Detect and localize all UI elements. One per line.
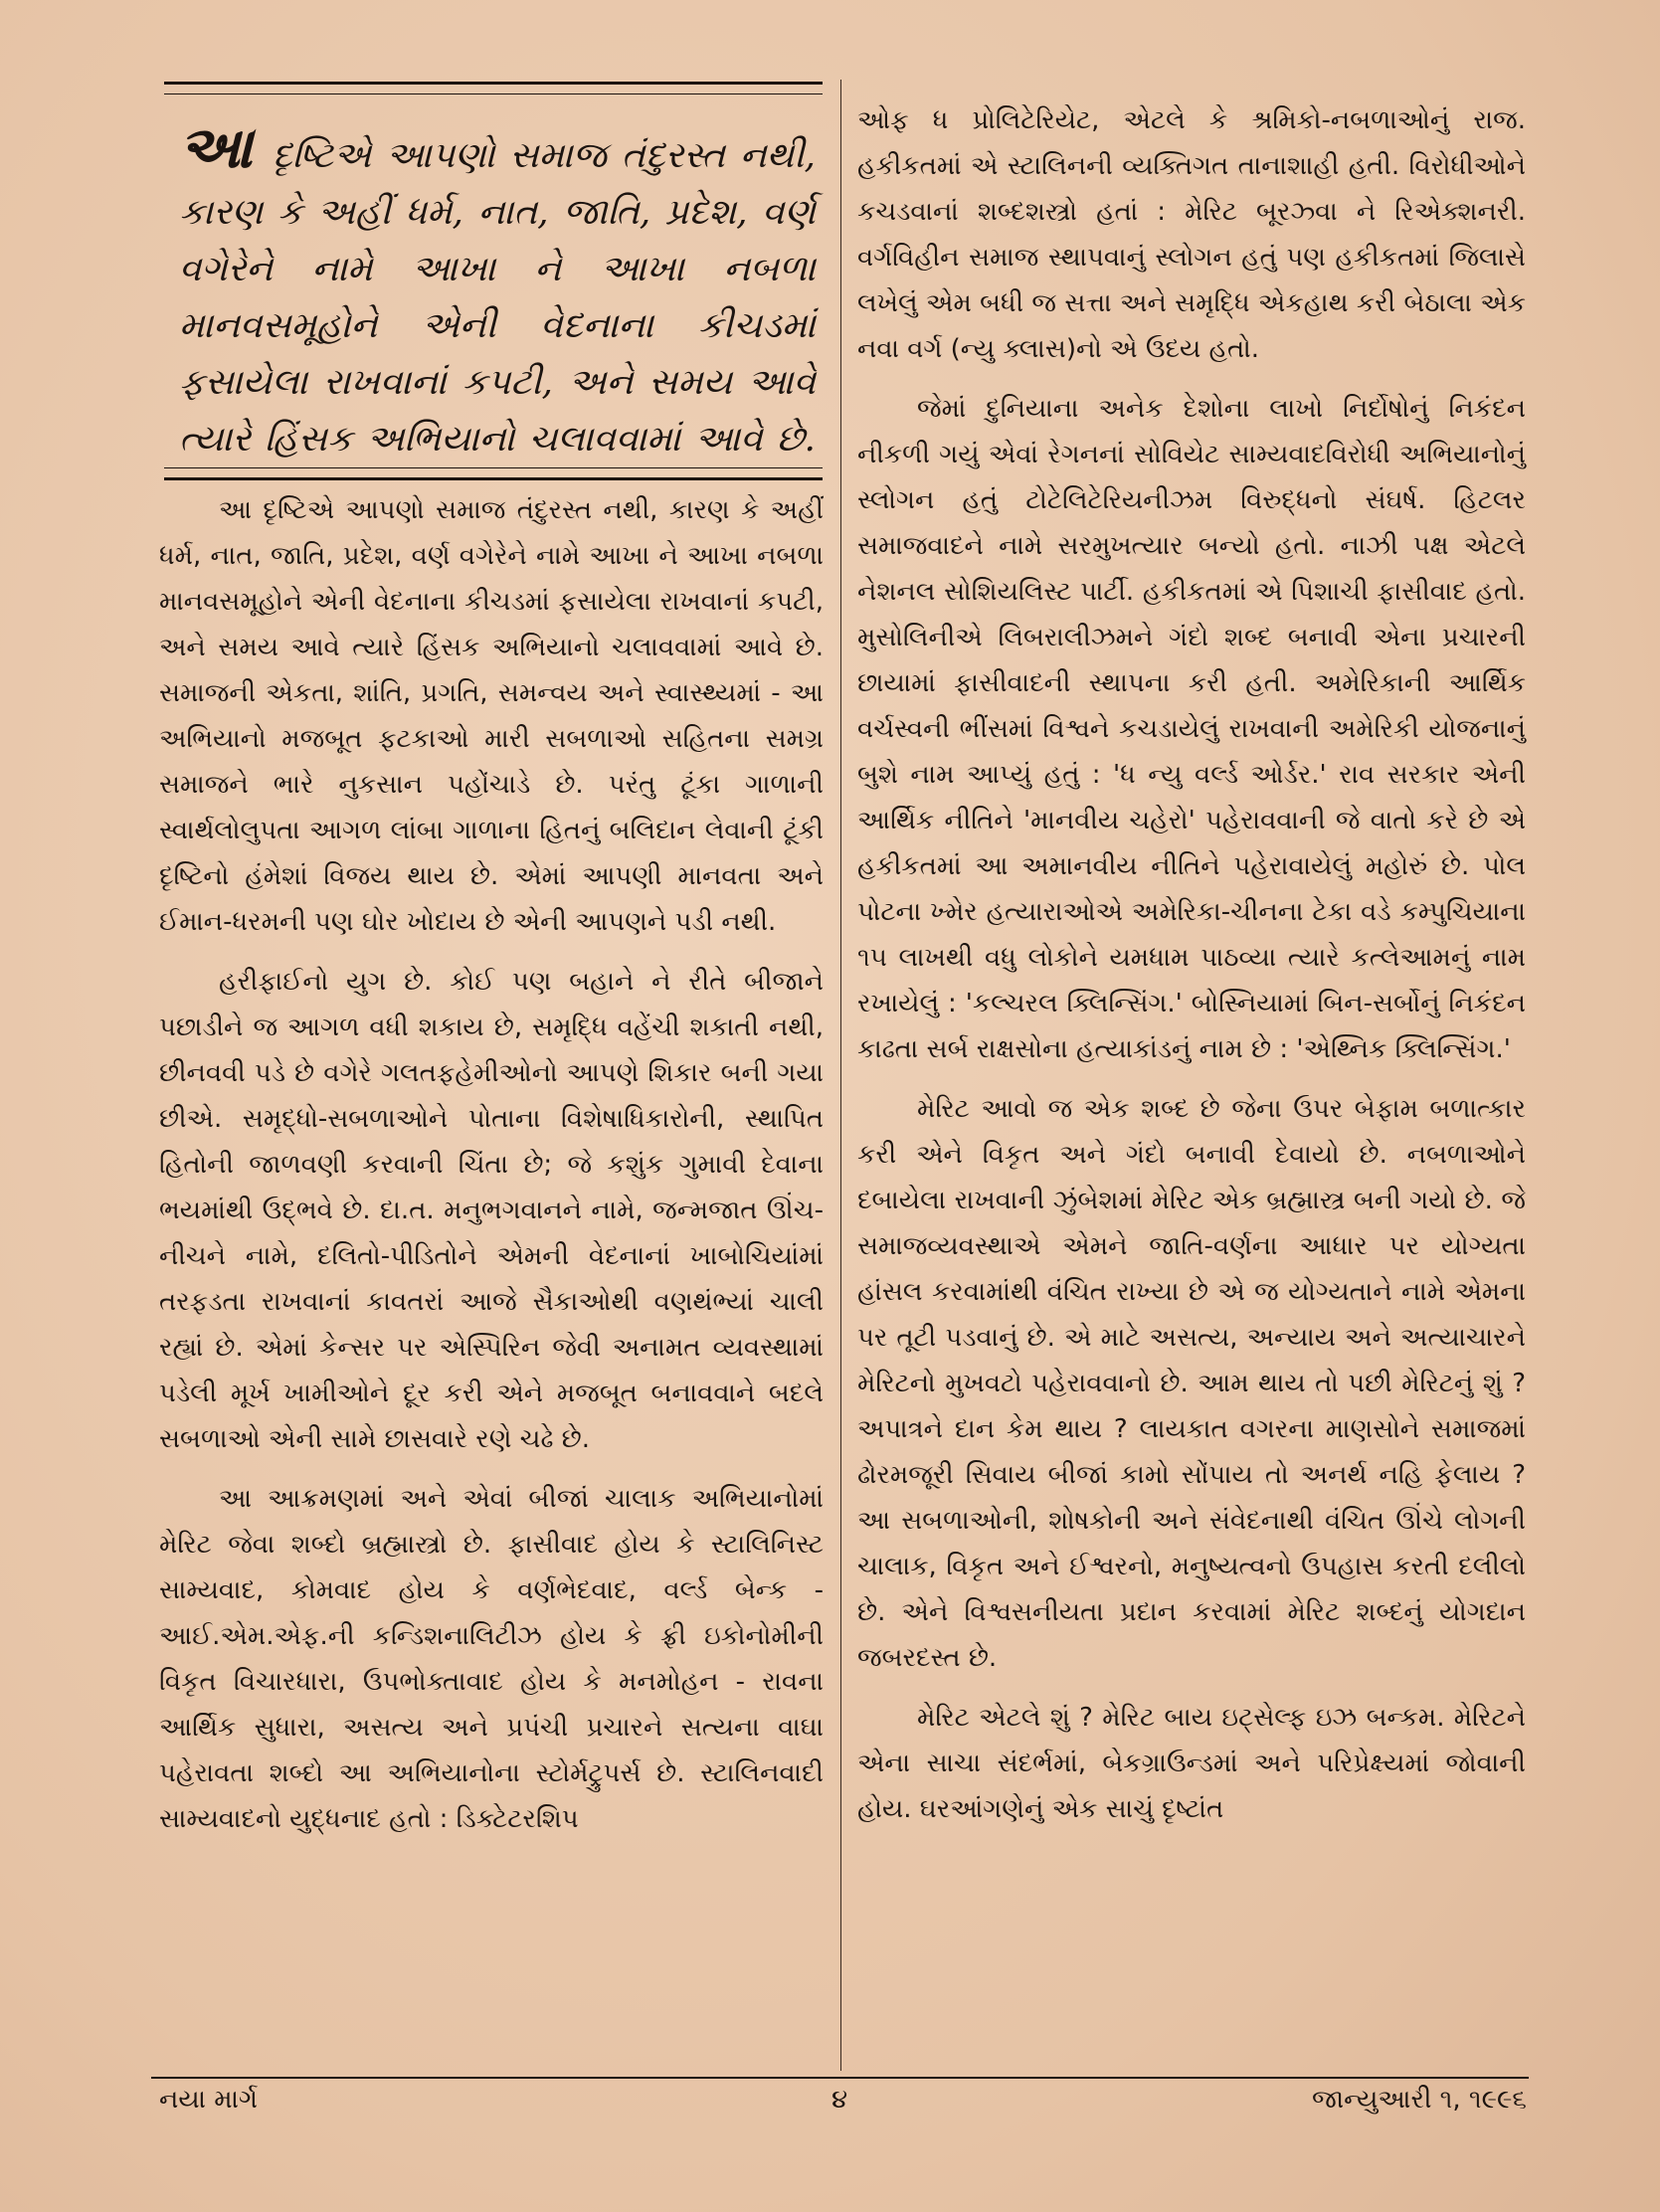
footer-rule (151, 2077, 1529, 2079)
pull-quote (179, 113, 816, 467)
column-divider (840, 80, 841, 2071)
paragraph: જેમાં દુનિયાના અનેક દેશોના લાખો નિર્દોષોનું નિકંદન નીકળી ગયું એવાં રેગનનાં સોવિયેટ સામ્યવાદવિરોધી અભિયાનોનું સ્લોગન હતું ટોટેલિટેરિયનીઝમ વિરુદ્ધનો સંઘર્ષ. હિટલર સમાજવાદને નામે સરમુખત્યાર બન્યો હતો. નાઝી પક્ષ એટલે નેશનલ સોશિયલિસ્ટ પાર્ટી. હકીકતમાં એ પિશાચી ફાસીવાદ હતો. મુસોલિનીએ લિબરાલીઝમને ગંદો શબ્દ બનાવી એના પ્રચારની છાયામાં ફાસીવાદની સ્થાપના કરી હતી. અમેરિકાની આર્થિક વર્ચસ્વની ભીંસમાં વિશ્વને કચડાયેલું રાખવાની અમેરિકી યોજનાનું બુશે નામ આપ્યું હતું : 'ધ ન્યુ વર્લ્ડ ઓર્ડર.' રાવ સરકાર એની આર્થિક નીતિને 'માનવીય ચહેરો' પહેરાવવાની જે વાતો કરે છે એ હકીકતમાં આ અમાનવીય નીતિને પહેરાવાયેલું મહોરું છે. પોલ પોટના ખ્મેર હત્યારાઓએ અમેરિકા-ચીનના ટેકા વડે કમ્પુચિયાના ૧૫ લાખથી વધુ લોકોને યમધામ પાઠવ્યા ત્યારે કત્લેઆમનું નામ રખાયેલું : 'કલ્ચરલ ક્લિન્સિંગ.' બોસ્નિયામાં બિન-સર્બોનું નિકંદન કાઢતા સર્બ રાક્ષસોના હત્યાકાંડનું નામ છે : 'એથ્નિક ક્લિન્સિંગ.' (857, 394, 1526, 1064)
paragraph: મેરિટ એટલે શું ? મેરિટ બાય ઇટ્સેલ્ફ ઇઝ બન્કમ. મેરિટને એના સાચા સંદર્ભમાં, બેકગ્રાઉન્ડમાં અને પરિપ્રેક્ષ્યમાં જોવાની હોય. ઘરઆંગણેનું એક સાચું દૃષ્ટાંત (857, 1703, 1526, 1824)
pull-quote-bottom-rule-thin (164, 467, 823, 468)
paragraph: હરીફાઈનો યુગ છે. કોઈ પણ બહાને ને રીતે બીજાને પછાડીને જ આગળ વધી શકાય છે, સમૃદ્ધિ વહેંચી શકાતી નથી, છીનવવી પડે છે વગેરે ગલતફહેમીઓનો આપણે શિકાર બની ગયા છીએ. સમૃદ્ધો-સબળાઓને પોતાના વિશેષાધિકારોની, સ્થાપિત હિતોની જાળવણી કરવાની ચિંતા છે; જે કશુંક ગુમાવી દેવાના ભયમાંથી ઉદ્ભવે છે. દા.ત. મનુભગવાનને નામે, જન્મજાત ઊંચ-નીચને નામે, દલિતો-પીડિતોને એમની વેદનાનાં ખાબોચિયાંમાં તરફડતા રાખવાનાં કાવતરાં આજે સૈકાઓથી વણથંભ્યાં ચાલી રહ્યાં છે. એમાં કેન્સર પર એસ્પિરિન જેવી અનામત વ્યવસ્થામાં પડેલી મૂર્ખ ખામીઓને દૂર કરી એને મજબૂત બનાવવાને બદલે સબળાઓ એની સામે છાસવારે રણે ચઢે છે. (159, 967, 824, 1454)
pull-quote-top-rule-thin (164, 93, 823, 94)
publication-name: નયા માર્ગ (159, 2085, 259, 2115)
paragraph: આ દૃષ્ટિએ આપણો સમાજ તંદુરસ્ત નથી, કારણ કે અહીં ધર્મ, નાત, જાતિ, પ્રદેશ, વર્ણ વગેરેને નામે આખા ને આખા નબળા માનવસમૂહોને એની વેદનાના કીચડમાં ફસાયેલા રાખવાનાં કપટી, અને સમય આવે ત્યારે હિંસક અભિયાનો ચલાવવામાં આવે છે. સમાજની એકતા, શાંતિ, પ્રગતિ, સમન્વય અને સ્વાસ્થ્યમાં - આ અભિયાનો મજબૂત ફટકાઓ મારી સબળાઓ સહિતના સમગ્ર સમાજને ભારે નુકસાન પહોંચાડે છે. પરંતુ ટૂંકા ગાળાની સ્વાર્થલોલુપતા આગળ લાંબા ગાળાના હિતનું બલિદાન લેવાની ટૂંકી દૃષ્ટિનો હંમેશાં વિજય થાય છે. એમાં આપણી માનવતા અને ઈમાન-ધરમની પણ ઘોર ખોદાય છે એની આપણને પડી નથી. (159, 495, 824, 937)
pull-quote-top-rule (164, 82, 823, 85)
pull-quote-bottom-rule (164, 477, 823, 480)
paragraph: આ આક્રમણમાં અને એવાં બીજાં ચાલાક અભિયાનોમાં મેરિટ જેવા શબ્દો બ્રહ્માસ્ત્રો છે. ફાસીવાદ હોય કે સ્ટાલિનિસ્ટ સામ્યવાદ, કોમવાદ હોય કે વર્ણભેદવાદ, વર્લ્ડ બેન્ક - આઈ.એમ.એફ.ની કન્ડિશનાલિટીઝ હોય કે ફ્રી ઇકોનોમીની વિકૃત વિચારધારા, ઉપભોક્તાવાદ હોય કે મનમોહન - રાવના આર્થિક સુધારા, અસત્ય અને પ્રપંચી પ્રચારને સત્યના વાઘા પહેરાવતા શબ્દો આ અભિયાનોના સ્ટોર્મટ્રુપર્સ છે. સ્ટાલિનવાદી સામ્યવાદનો યુદ્ધનાદ હતો : ડિક્ટેટરશિપ (159, 1484, 824, 1834)
paragraph: મેરિટ આવો જ એક શબ્દ છે જેના ઉપર બેફામ બળાત્કાર કરી એને વિકૃત અને ગંદો બનાવી દેવાયો છે. નબળાઓને દબાયેલા રાખવાની ઝુંબેશમાં મેરિટ એક બ્રહ્માસ્ત્ર બની ગયો છે. જે સમાજવ્યવસ્થાએ એમને જાતિ-વર્ણના આધાર પર યોગ્યતા હાંસલ કરવામાંથી વંચિત રાખ્યા છે એ જ યોગ્યતાને નામે એમના પર તૂટી પડવાનું છે. એ માટે અસત્ય, અન્યાય અને અત્યાચારને મેરિટનો મુખવટો પહેરાવવાનો છે. આમ થાય તો પછી મેરિટનું શું ? અપાત્રને દાન કેમ થાય ? લાયકાત વગરના માણસોને સમાજમાં ઢોરમજૂરી સિવાય બીજાં કામો સોંપાય તો અનર્થ નહિ ફેલાય ? આ સબળાઓની, શોષકોની અને સંવેદનાથી વંચિત ઊંચે લોગની ચાલાક, વિકૃત અને ઈશ્વરનો, મનુષ્યત્વનો ઉપહાસ કરતી દલીલો છે. એને વિશ્વસનીયતા પ્રદાન કરવામાં મેરિટ શબ્દનું યોગદાન જબરદસ્ત છે. (857, 1094, 1526, 1673)
issue-date: જાન્યુઆરી ૧, ૧૯૯૬ (1311, 2085, 1527, 2115)
page-number: ૪ (831, 2085, 848, 2115)
right-column (857, 97, 1526, 1846)
pull-quote-text: દૃષ્ટિએ આપણો સમાજ તંદુરસ્ત નથી, કારણ કે અહીં ધર્મ, નાત, જાતિ, પ્રદેશ, વર્ણ વગેરેને નામે આખા ને આખા નબળા માનવસમૂહોને એની વેદનાના કીચડમાં ફસાયેલા રાખવાનાં કપટી, અને સમય આવે ત્યારે હિંસક અભિયાનો ચલાવવામાં આવે છે. (179, 135, 816, 460)
left-column (159, 487, 824, 1856)
paragraph: ઓફ ધ પ્રોલિટેરિયેટ, એટલે કે શ્રમિકો-નબળાઓનું રાજ. હકીકતમાં એ સ્ટાલિનની વ્યક્તિગત તાનાશાહી હતી. વિરોધીઓને કચડવાનાં શબ્દશસ્ત્રો હતાં : મેરિટ બૂરઝ્વા ને રિએક્શનરી. વર્ગવિહીન સમાજ સ્થાપવાનું સ્લોગન હતું પણ હકીકતમાં જિલાસે લખેલું એમ બધી જ સત્તા અને સમૃદ્ધિ એકહાથ કરી બેઠાલા એક નવા વર્ગ (ન્યુ ક્લાસ)નો એ ઉદય હતો. (857, 105, 1526, 364)
pull-quote-lead: આ (179, 113, 253, 181)
